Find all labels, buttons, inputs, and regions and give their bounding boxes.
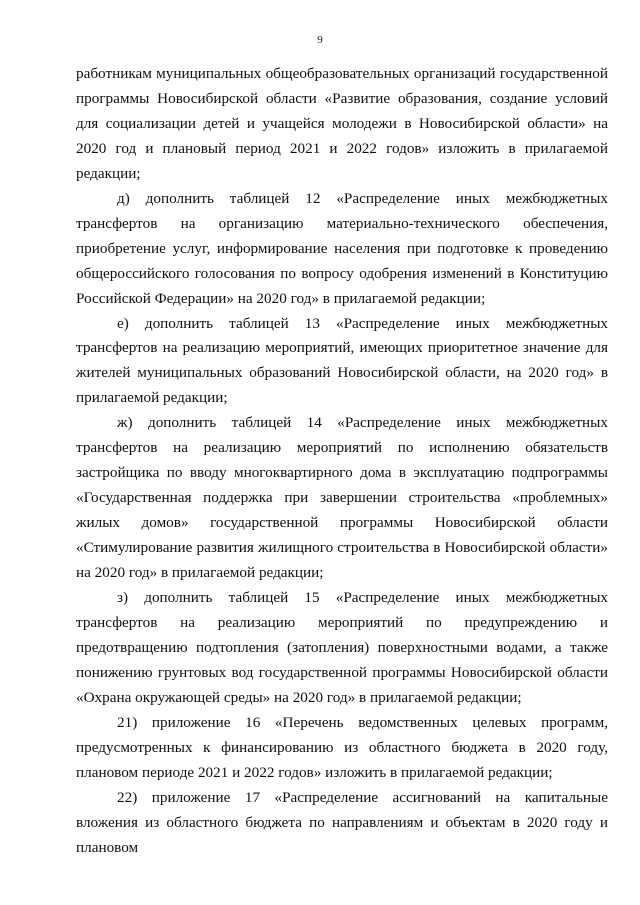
paragraph-item-22: 22) приложение 17 «Распределение ассигнований на капитальные вложения из областного бюджета по направлениям и объектам в 2020 году и плановом — [76, 788, 608, 856]
paragraph-item-21: 21) приложение 16 «Перечень ведомственных целевых программ, предусмотренных к финансированию из областного бюджета в 2020 году, плановом периоде 2021 и 2022 годов» изложить в прилагаемой редакции; — [76, 713, 608, 781]
document-body — [76, 62, 608, 861]
paragraph-item-zh: ж) дополнить таблицей 14 «Распределение иных межбюджетных трансфертов на реализацию мероприятий по исполнению обязательств застройщика по вводу многоквартирного дома в эксплуатацию подпрограммы «Государственная поддержка при завершении строительства «проблемных» жилых домов» государственной программы Новосибирской области «Стимулирование развития жилищного строительства в Новосибирской области» на 2020 год» в прилагаемой редакции; — [76, 414, 608, 582]
paragraph-item-e: е) дополнить таблицей 13 «Распределение иных межбюджетных трансфертов на реализацию мероприятий, имеющих приоритетное значение для жителей муниципальных образований Новосибирской области, на 2020 год» в прилагаемой редакции; — [76, 314, 608, 407]
paragraph-item-d: д) дополнить таблицей 12 «Распределение иных межбюджетных трансфертов на организацию материально-технического обеспечения, приобретение услуг, информирование населения при подготовке к проведению общероссийского голосования по вопросу одобрения изменений в Конституцию Российской Федерации» на 2020 год» в прилагаемой редакции; — [76, 189, 608, 307]
page-number: 9 — [317, 34, 323, 46]
paragraph-continuation: работникам муниципальных общеобразовательных организаций государственной программы Новосибирской области «Развитие образования, создание условий для социализации детей и учащейся молодежи в Новосибирской области» на 2020 год и плановый период 2021 и 2022 годов» изложить в прилагаемой редакции; — [76, 65, 608, 182]
paragraph-item-z: з) дополнить таблицей 15 «Распределение иных межбюджетных трансфертов на реализацию мероприятий по предупреждению и предотвращению подтопления (затопления) поверхностными водами, а также понижению грунтовых вод государственной программы Новосибирской области «Охрана окружающей среды» на 2020 год» в прилагаемой редакции; — [76, 589, 608, 706]
